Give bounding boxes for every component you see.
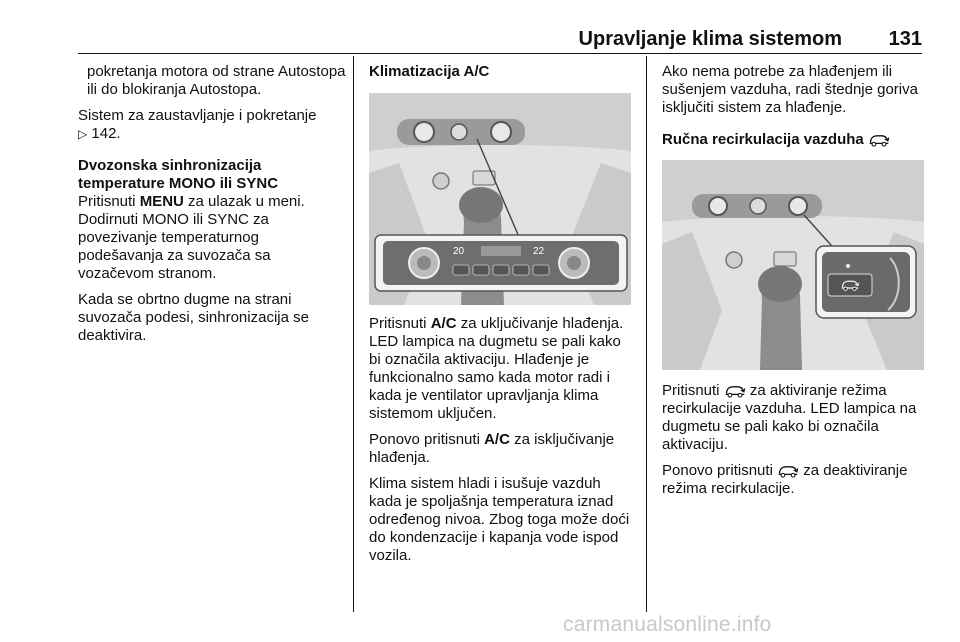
recirculation-icon xyxy=(868,133,890,147)
recirculation-button-photo xyxy=(662,160,924,370)
page-number: 131 xyxy=(888,28,922,50)
ac-button-label: A/C xyxy=(484,431,510,448)
text-segment: za isključivanje hlađenja. xyxy=(369,431,615,466)
paragraph-recirculation-off xyxy=(662,462,932,498)
column-1 xyxy=(78,63,346,353)
text-segment: za ulazak u meni. Dodirnuti MONO ili SYNC za povezivanje temperaturnog podešavanja za suvozača sa vozačevom stranom. xyxy=(78,193,305,282)
heading-text: Ručna recirkulacija vazduha xyxy=(662,131,864,148)
right-temperature-readout: 22 xyxy=(533,246,545,257)
recirculation-icon xyxy=(777,464,799,478)
reference-text: Sistem za zaustavljanje i pokretanje xyxy=(78,107,317,124)
column-3 xyxy=(662,63,932,506)
text-segment: Ponovo pritisnuti xyxy=(369,431,485,448)
watermark: carmanualsonline.info xyxy=(563,613,772,636)
text-segment: za deaktiviranje režima recirkulacije. xyxy=(662,462,908,497)
arrow-ref-icon: ▷ xyxy=(78,127,88,141)
text-segment: za aktiviranje režima recirkulacije vazduha. LED lampica na dugmetu se pali kako bi označila aktivaciju. xyxy=(662,382,917,453)
paragraph-sync-deactivate: Kada se obrtno dugme na strani suvozača podesi, sinhronizacija se deaktivira. xyxy=(78,291,309,344)
menu-button-label: MENU xyxy=(139,193,184,210)
text-segment: za uključivanje hlađenja. LED lampica na dugmetu se pali kako bi označila aktivaciju. Hlađenje je funkcionalno samo kada motor radi i kada je ventilator upravljanja klima sistemom uključen. xyxy=(369,315,624,422)
section-heading-dual-zone xyxy=(78,157,346,193)
recirculation-icon xyxy=(724,384,746,398)
column-divider-2 xyxy=(646,56,647,612)
ac-button-label: A/C xyxy=(430,315,457,332)
column-divider-1 xyxy=(353,56,354,612)
header-divider xyxy=(78,53,922,54)
left-temperature-readout: 20 xyxy=(453,246,465,257)
text-segment: Pritisnuti xyxy=(78,193,140,210)
paragraph-stop-start-reference xyxy=(78,107,346,143)
column-2 xyxy=(369,63,635,573)
paragraph-recirculation-on xyxy=(662,382,932,454)
heading-line-1: Dvozonska sinhronizacija xyxy=(78,157,262,174)
paragraph-menu-instructions xyxy=(78,193,346,283)
section-heading-recirculation xyxy=(662,131,932,149)
text-segment: Pritisnuti xyxy=(369,315,431,332)
paragraph-autostop-continued: pokretanja motora od strane Autostopa ili do blokiranja Autostopa. xyxy=(87,63,346,98)
ac-control-panel-photo xyxy=(369,93,631,305)
heading-line-2: temperature MONO ili SYNC xyxy=(78,175,279,192)
paragraph-fuel-saving: Ako nema potrebe za hlađenjem ili sušenjem vazduha, radi štednje goriva isključiti sistem za hlađenje. xyxy=(662,63,918,116)
paragraph-condensation: Klima sistem hladi i isušuje vazduh kada je spoljašnja temperatura iznad određenog nivoa. Zbog toga može doći do kondenzacije i kapanja vode ispod vozila. xyxy=(369,475,630,564)
text-segment: Pritisnuti xyxy=(662,382,724,399)
page-title: Upravljanje klima sistemom xyxy=(578,28,842,50)
text-segment: Ponovo pritisnuti xyxy=(662,462,778,479)
page-reference-link[interactable]: 142. xyxy=(91,125,121,142)
section-heading-ac: Klimatizacija A/C xyxy=(369,63,490,80)
paragraph-ac-off xyxy=(369,431,635,467)
paragraph-ac-on xyxy=(369,315,635,423)
